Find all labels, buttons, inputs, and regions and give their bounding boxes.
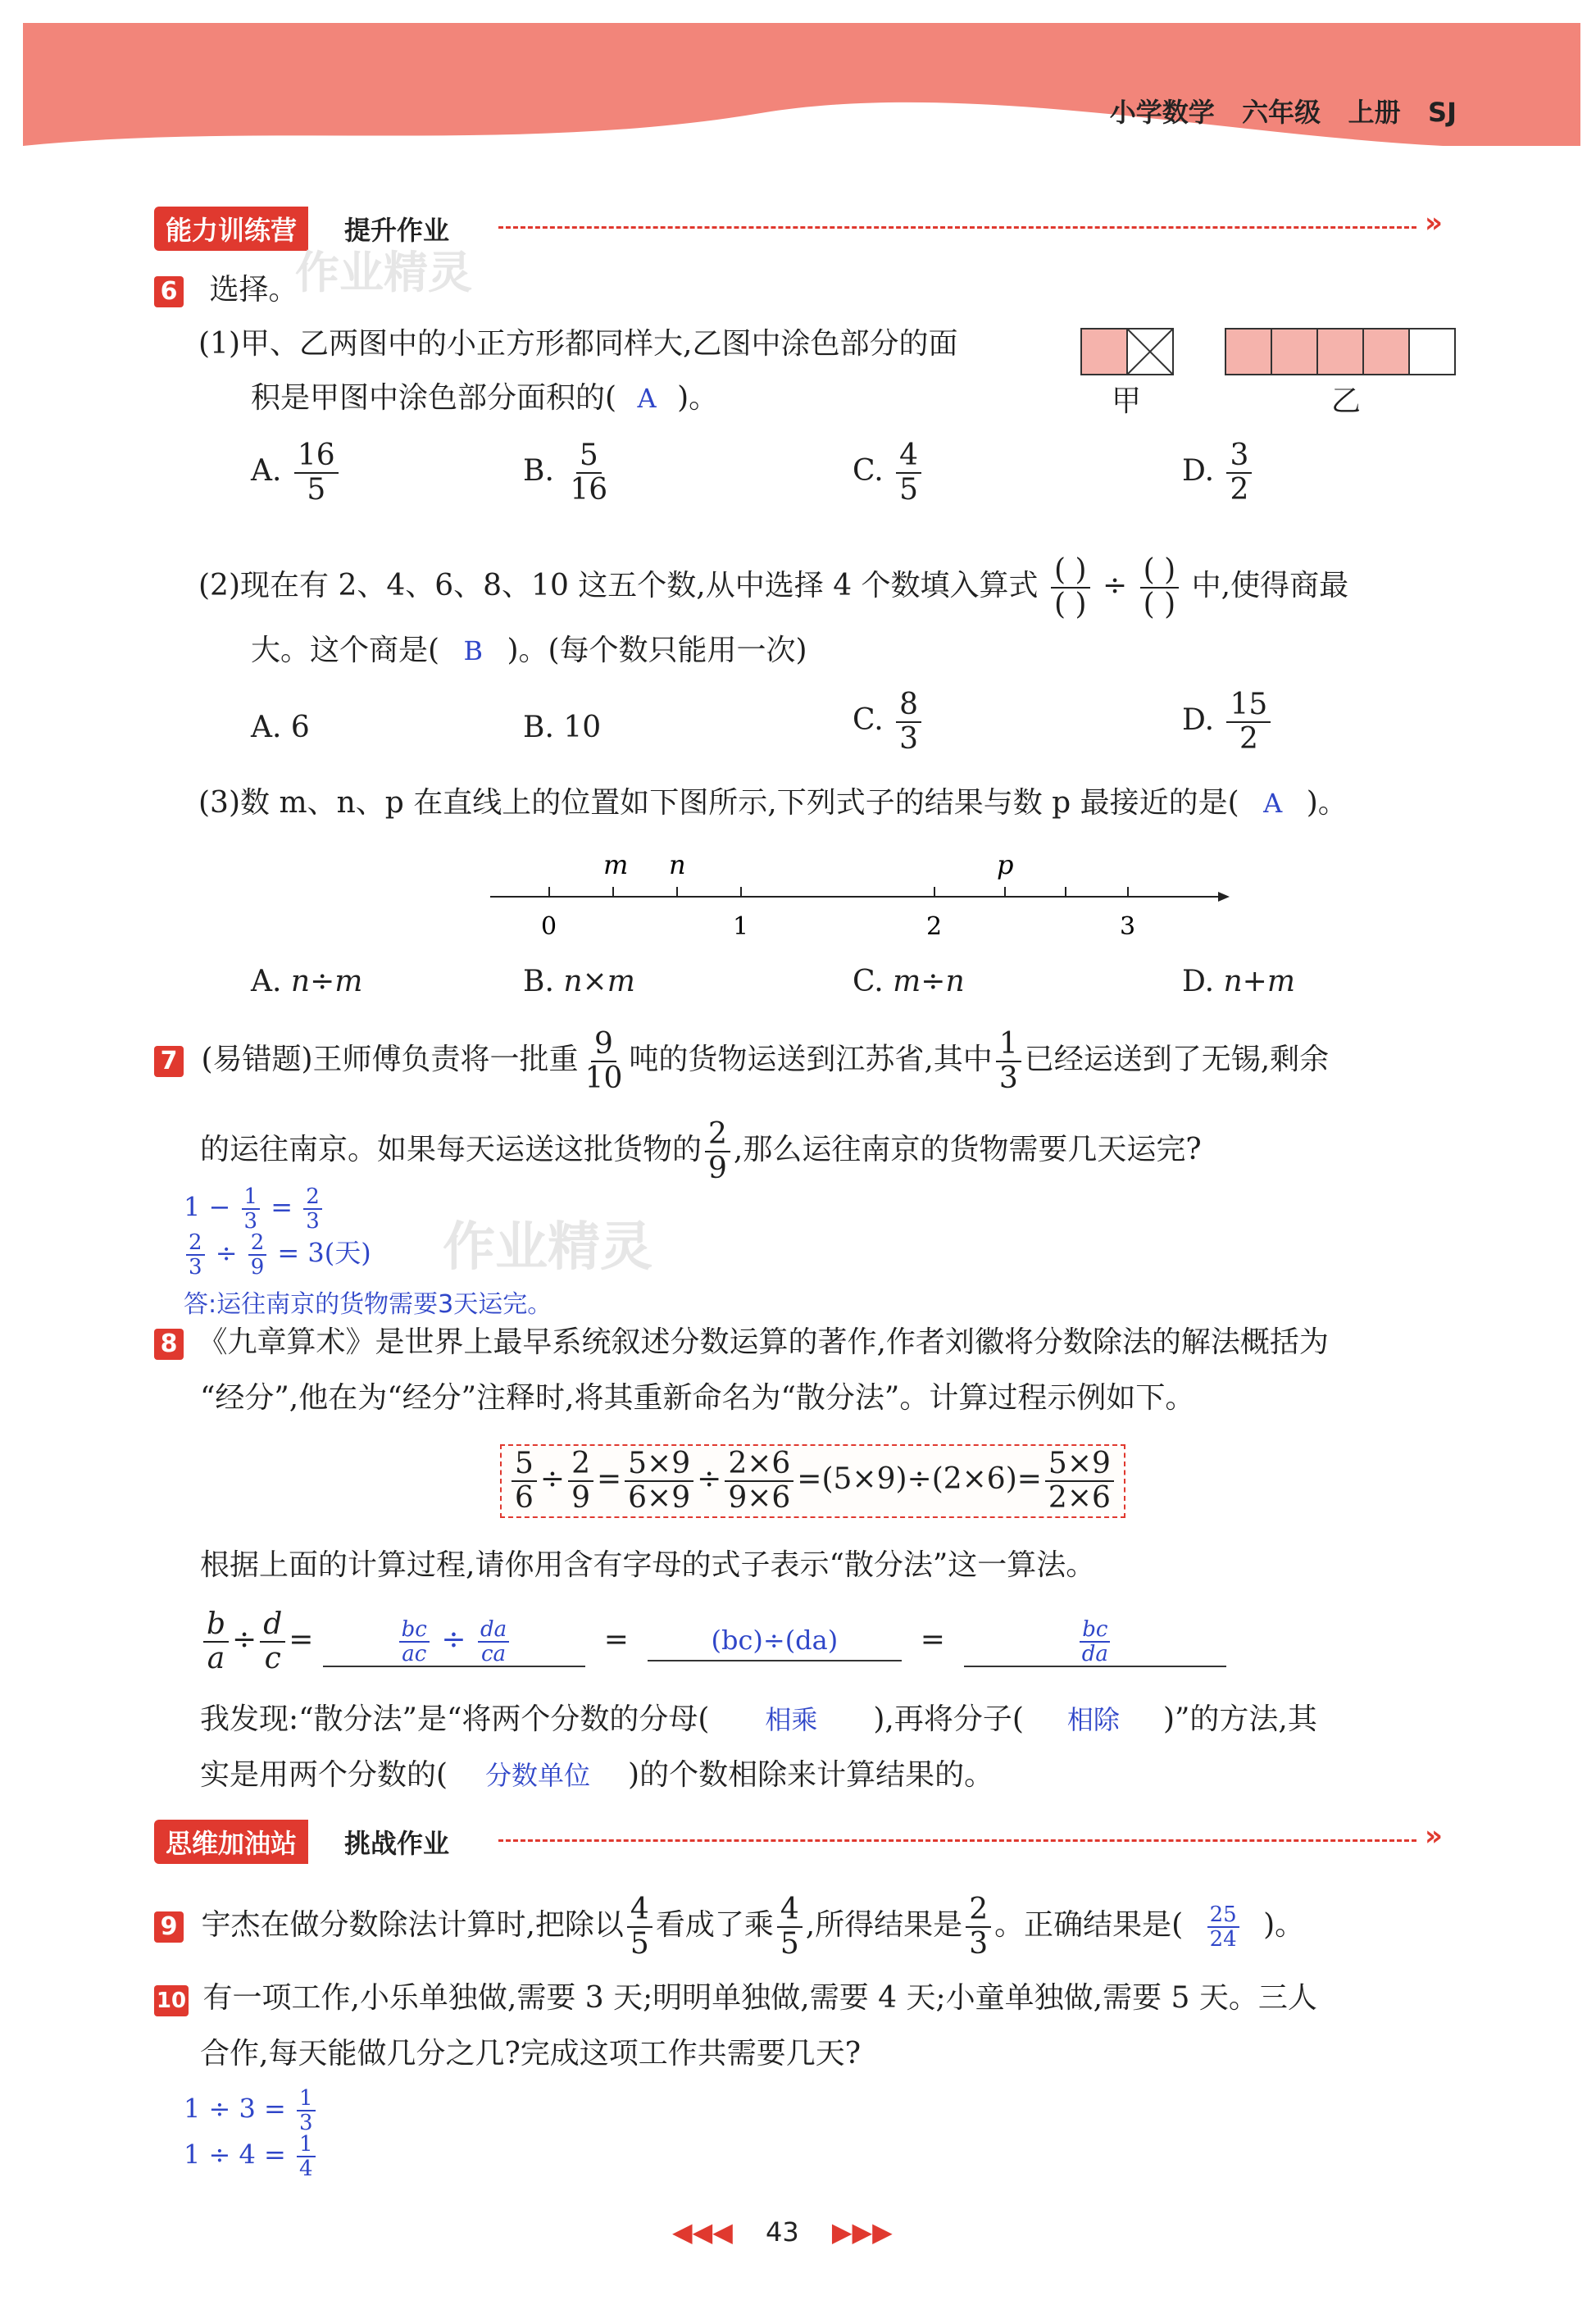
question-number: 10 — [154, 1985, 189, 2016]
denominator: 2×6 — [1048, 1481, 1111, 1515]
tick-label: 2 — [926, 912, 943, 941]
numerator: 1 — [297, 2133, 316, 2157]
q10-solution-2 — [184, 2133, 318, 2180]
numerator: da — [478, 1618, 509, 1643]
text: )的个数相除来计算结果的。 — [628, 1758, 994, 1792]
blank[interactable]: ( ) — [1140, 554, 1180, 589]
question-title: 选择。 — [209, 273, 298, 307]
option-text: m÷n — [893, 965, 965, 998]
text: 我发现:“散分法”是“将两个分数的分母( — [200, 1702, 710, 1736]
option-label: A. — [251, 711, 282, 744]
q7-answer: 答:运往南京的货物需要3天运完。 — [184, 1290, 552, 1319]
q6-p1-line2 — [251, 379, 718, 418]
section-tag: 能力训练营 — [154, 207, 308, 251]
denominator: 3 — [899, 722, 919, 756]
option-label: D. — [1182, 703, 1215, 737]
numerator: 4 — [896, 439, 921, 474]
numerator: 5 — [576, 439, 602, 474]
grade: 六年级 — [1242, 97, 1321, 128]
option-d[interactable] — [1182, 439, 1255, 507]
numerator: d — [260, 1608, 285, 1643]
denominator: 2 — [1230, 473, 1249, 507]
answer-blank-1[interactable] — [323, 1618, 585, 1667]
answer[interactable]: 相乘 — [765, 1704, 818, 1735]
option-label: C. — [853, 454, 884, 488]
q8-line3: 根据上面的计算过程,请你用含有字母的式子表示“散分法”这一算法。 — [200, 1548, 1096, 1582]
answer: B — [463, 635, 484, 666]
text: 有一项工作,小乐单独做,需要 3 天;明明单独做,需要 4 天;小童单独做,需要 5 天。三人 — [202, 1981, 1317, 2015]
tick-label: 0 — [541, 912, 557, 941]
text: (3)数 m、n、p 在直线上的位置如下图所示,下列式子的结果与数 p 最接近的是( — [198, 786, 1239, 820]
tick-label: 1 — [733, 912, 749, 941]
option-a[interactable] — [251, 439, 342, 507]
q10-line1 — [154, 1979, 1317, 2018]
denominator: 2 — [1239, 722, 1258, 756]
blank[interactable]: ( ) — [1051, 554, 1090, 589]
page-number: 43 — [766, 2216, 799, 2248]
numerator: 1 — [242, 1185, 261, 1210]
answer[interactable]: 相除 — [1066, 1704, 1120, 1735]
option-c[interactable] — [853, 689, 925, 756]
text: )。 — [1306, 786, 1348, 820]
denominator: 9×6 — [728, 1481, 791, 1515]
text: ,那么运往南京的货物需要几天运完? — [733, 1133, 1202, 1166]
option-d[interactable] — [1182, 962, 1295, 1002]
denominator: 6×9 — [628, 1481, 691, 1515]
answer-blank-3[interactable] — [964, 1618, 1226, 1667]
numerator: 8 — [896, 689, 921, 723]
answer[interactable]: 分数单位 — [485, 1760, 591, 1791]
divider — [498, 1839, 1416, 1842]
q6-p3-line — [198, 784, 1348, 823]
next-page-icon[interactable]: ▶▶▶ — [831, 2216, 893, 2248]
numerator: 5 — [512, 1448, 537, 1482]
option-text: 10 — [563, 711, 602, 744]
numerator: 2 — [966, 1893, 991, 1928]
numerator: 2 — [303, 1185, 322, 1210]
question-number: 8 — [154, 1329, 184, 1360]
text: 实是用两个分数的( — [200, 1758, 448, 1792]
option-label: A. — [251, 454, 282, 488]
q7-solution-2 — [184, 1231, 371, 1279]
q6-p1-line1: (1)甲、乙两图中的小正方形都同样大,乙图中涂色部分的面 — [198, 327, 958, 361]
footer — [672, 2216, 893, 2248]
numerator: 25 — [1207, 1903, 1239, 1928]
option-text: n×m — [563, 965, 635, 998]
option-label: D. — [1182, 965, 1215, 998]
q8-line2: “经分”,他在为“经分”注释时,将其重新命名为“散分法”。计算过程示例如下。 — [200, 1381, 1195, 1415]
option-text: 6 — [290, 711, 310, 744]
text: ,所得结果是 — [805, 1908, 963, 1942]
volume: 上册 — [1348, 97, 1401, 128]
q10-solution-1 — [184, 2087, 318, 2134]
text: 大。这个商是( — [251, 634, 440, 667]
option-label: B. — [523, 965, 554, 998]
option-a[interactable] — [251, 962, 362, 1002]
question-number: 7 — [154, 1046, 184, 1077]
divide-sign: ÷ — [1103, 569, 1128, 602]
denominator: 16 — [570, 473, 608, 507]
denominator: 6 — [515, 1481, 534, 1515]
text: 1 ÷ 4 = — [184, 2139, 286, 2170]
section-sub: 提升作业 — [344, 215, 450, 246]
denominator: 5 — [307, 473, 326, 507]
numerator: 4 — [627, 1893, 652, 1928]
numerator: bc — [399, 1618, 430, 1643]
figure-label: 甲 — [1112, 384, 1142, 418]
text: 积是甲图中涂色部分面积的( — [251, 381, 617, 415]
q8-find-line1 — [200, 1700, 1317, 1739]
text: )”的方法,其 — [1162, 1702, 1317, 1736]
text: ÷ — [441, 1623, 466, 1657]
numerator: 16 — [294, 439, 339, 474]
option-label: B. — [523, 454, 554, 488]
q7-line2 — [200, 1118, 1202, 1185]
numerator: 5×9 — [625, 1448, 693, 1482]
q6-title — [154, 270, 298, 310]
option-label: C. — [853, 965, 884, 998]
option-label: A. — [251, 965, 282, 998]
text: ),再将分子( — [873, 1702, 1024, 1736]
answer: A — [1263, 788, 1283, 819]
figure-jia — [1080, 328, 1179, 377]
prev-page-icon[interactable]: ◀◀◀ — [672, 2216, 733, 2248]
denominator: 9 — [250, 1255, 265, 1280]
option-c[interactable] — [853, 439, 925, 507]
q8-find-line2 — [200, 1756, 994, 1795]
chevron-right-icon: » — [1425, 207, 1443, 239]
denominator: 9 — [571, 1481, 590, 1515]
section-sub: 挑战作业 — [344, 1828, 450, 1859]
text: =(5×9)÷(2×6)= — [797, 1462, 1042, 1496]
denominator: 5 — [899, 473, 919, 507]
denominator: 3 — [189, 1255, 202, 1280]
edition: SJ — [1428, 97, 1457, 128]
q7-solution-1 — [184, 1185, 325, 1233]
denominator: 3 — [969, 1927, 989, 1961]
option-b[interactable] — [523, 962, 635, 1002]
answer-blank-2[interactable]: (bc)÷(da) — [648, 1620, 902, 1661]
denominator: 10 — [584, 1061, 623, 1095]
numerator: 2 — [705, 1118, 730, 1152]
q6-p2-line2 — [251, 631, 807, 670]
numerator: 5×9 — [1045, 1448, 1114, 1482]
denominator: ac — [402, 1642, 427, 1666]
figure-label: 乙 — [1331, 384, 1362, 418]
q6-p2-line1 — [198, 554, 1348, 621]
divider — [498, 226, 1416, 229]
text: = 3(天) — [277, 1237, 371, 1269]
denominator: a — [207, 1642, 225, 1675]
watermark: 作业精灵 — [295, 247, 472, 298]
denominator: 3 — [998, 1061, 1018, 1095]
point-p: p — [997, 849, 1014, 880]
numerator: b — [203, 1608, 229, 1643]
numerator: bc — [1080, 1618, 1110, 1643]
numerator: 1 — [297, 2087, 316, 2111]
denominator: 4 — [299, 2157, 313, 2181]
q8-example-box: $\frac{5}{6}$ ÷ $\frac{2}{9}$ = $\frac{5\times 9}{6\times 9}$ ÷ $\frac{2\times 6}{9\times 6}$ =(5×9)÷(2×6)= $\frac{5\times 9}{2\times 6}$ — [500, 1444, 1125, 1518]
text: = — [271, 1191, 293, 1223]
numerator: 2 — [568, 1448, 593, 1482]
numerator: 1 — [996, 1028, 1021, 1062]
text: 吨的货物运送到江苏省,其中 — [629, 1043, 993, 1076]
option-b[interactable] — [523, 439, 614, 507]
chevron-right-icon: » — [1425, 1820, 1443, 1852]
numerator: 3 — [1226, 439, 1252, 474]
blank[interactable]: ( ) — [1143, 588, 1176, 621]
blank[interactable]: ( ) — [1054, 588, 1087, 621]
tick-label: 3 — [1120, 912, 1136, 941]
text: )。(每个数只能用一次) — [507, 634, 807, 667]
denominator: 3 — [243, 1209, 258, 1234]
text: (2)现在有 2、4、6、8、10 这五个数,从中选择 4 个数填入算式 — [198, 569, 1039, 602]
q10-line2: 合作,每天能做几分之几?完成这项工作共需要几天? — [200, 2037, 862, 2070]
answer[interactable] — [1207, 1903, 1239, 1951]
option-label: C. — [853, 703, 884, 737]
numerator: 4 — [777, 1893, 803, 1928]
question-number: 9 — [154, 1911, 184, 1943]
text: 看成了乘 — [655, 1908, 774, 1942]
denominator: 5 — [630, 1927, 649, 1961]
answer: A — [637, 383, 657, 414]
section-tag: 思维加油站 — [154, 1820, 308, 1864]
denominator: 24 — [1209, 1927, 1237, 1952]
denominator: da — [1081, 1642, 1108, 1666]
text: 1 ÷ 3 = — [184, 2093, 286, 2125]
denominator: 9 — [708, 1152, 727, 1185]
denominator: c — [264, 1642, 281, 1675]
option-label: B. — [523, 711, 554, 744]
figure-yi — [1225, 328, 1464, 377]
text: ÷ — [215, 1237, 238, 1269]
header-info — [1110, 92, 1457, 130]
option-d[interactable] — [1182, 689, 1274, 756]
text: 已经运送到了无锡,剩余 — [1024, 1043, 1330, 1076]
denominator: ca — [481, 1642, 507, 1666]
question-number: 6 — [154, 276, 184, 307]
point-n: n — [669, 849, 686, 880]
option-a[interactable] — [251, 708, 310, 748]
text: )。 — [1263, 1908, 1305, 1942]
watermark: 作业精灵 — [443, 1217, 652, 1278]
series: 小学数学 — [1109, 97, 1215, 128]
q8-line1 — [154, 1323, 1329, 1362]
text: 《九章算术》是世界上最早系统叙述分数运算的著作,作者刘徽将分数除法的解法概括为 — [198, 1325, 1329, 1359]
denominator: 3 — [306, 1209, 320, 1234]
text: 。正确结果是( — [994, 1908, 1184, 1942]
text: (易错题)王师傅负责将一批重 — [201, 1043, 579, 1076]
text: 宇杰在做分数除法计算时,把除以 — [201, 1908, 624, 1942]
numerator: 15 — [1226, 689, 1271, 723]
numerator: 9 — [591, 1028, 616, 1062]
denominator: 5 — [780, 1927, 799, 1961]
option-label: D. — [1182, 454, 1215, 488]
q8-expression: $\frac{b}{a}$ ÷ $\frac{d}{c}$ = $\frac{bc}{ac}$ ÷ $\frac{da}{ca}$ = (bc)÷(da) = $\frac{bc}{da}$ — [200, 1608, 1226, 1675]
text: 1 − — [184, 1191, 231, 1223]
option-text: n+m — [1223, 965, 1295, 998]
numerator: 2 — [248, 1231, 267, 1256]
numerator: 2 — [186, 1231, 205, 1256]
numerator: 2×6 — [725, 1448, 793, 1482]
q9-line — [154, 1893, 1304, 1961]
option-text: n÷m — [290, 965, 363, 998]
text: 的运往南京。如果每天运送这批货物的 — [200, 1133, 703, 1166]
text: )。 — [677, 381, 719, 415]
option-b[interactable] — [523, 708, 601, 748]
section-thinking-header — [154, 1818, 1466, 1864]
text: 中,使得商最 — [1191, 569, 1349, 602]
point-m: m — [603, 849, 629, 880]
option-c[interactable] — [853, 962, 965, 1002]
denominator: 3 — [299, 2111, 313, 2135]
q7-line1 — [154, 1028, 1329, 1095]
number-line — [484, 844, 1238, 943]
